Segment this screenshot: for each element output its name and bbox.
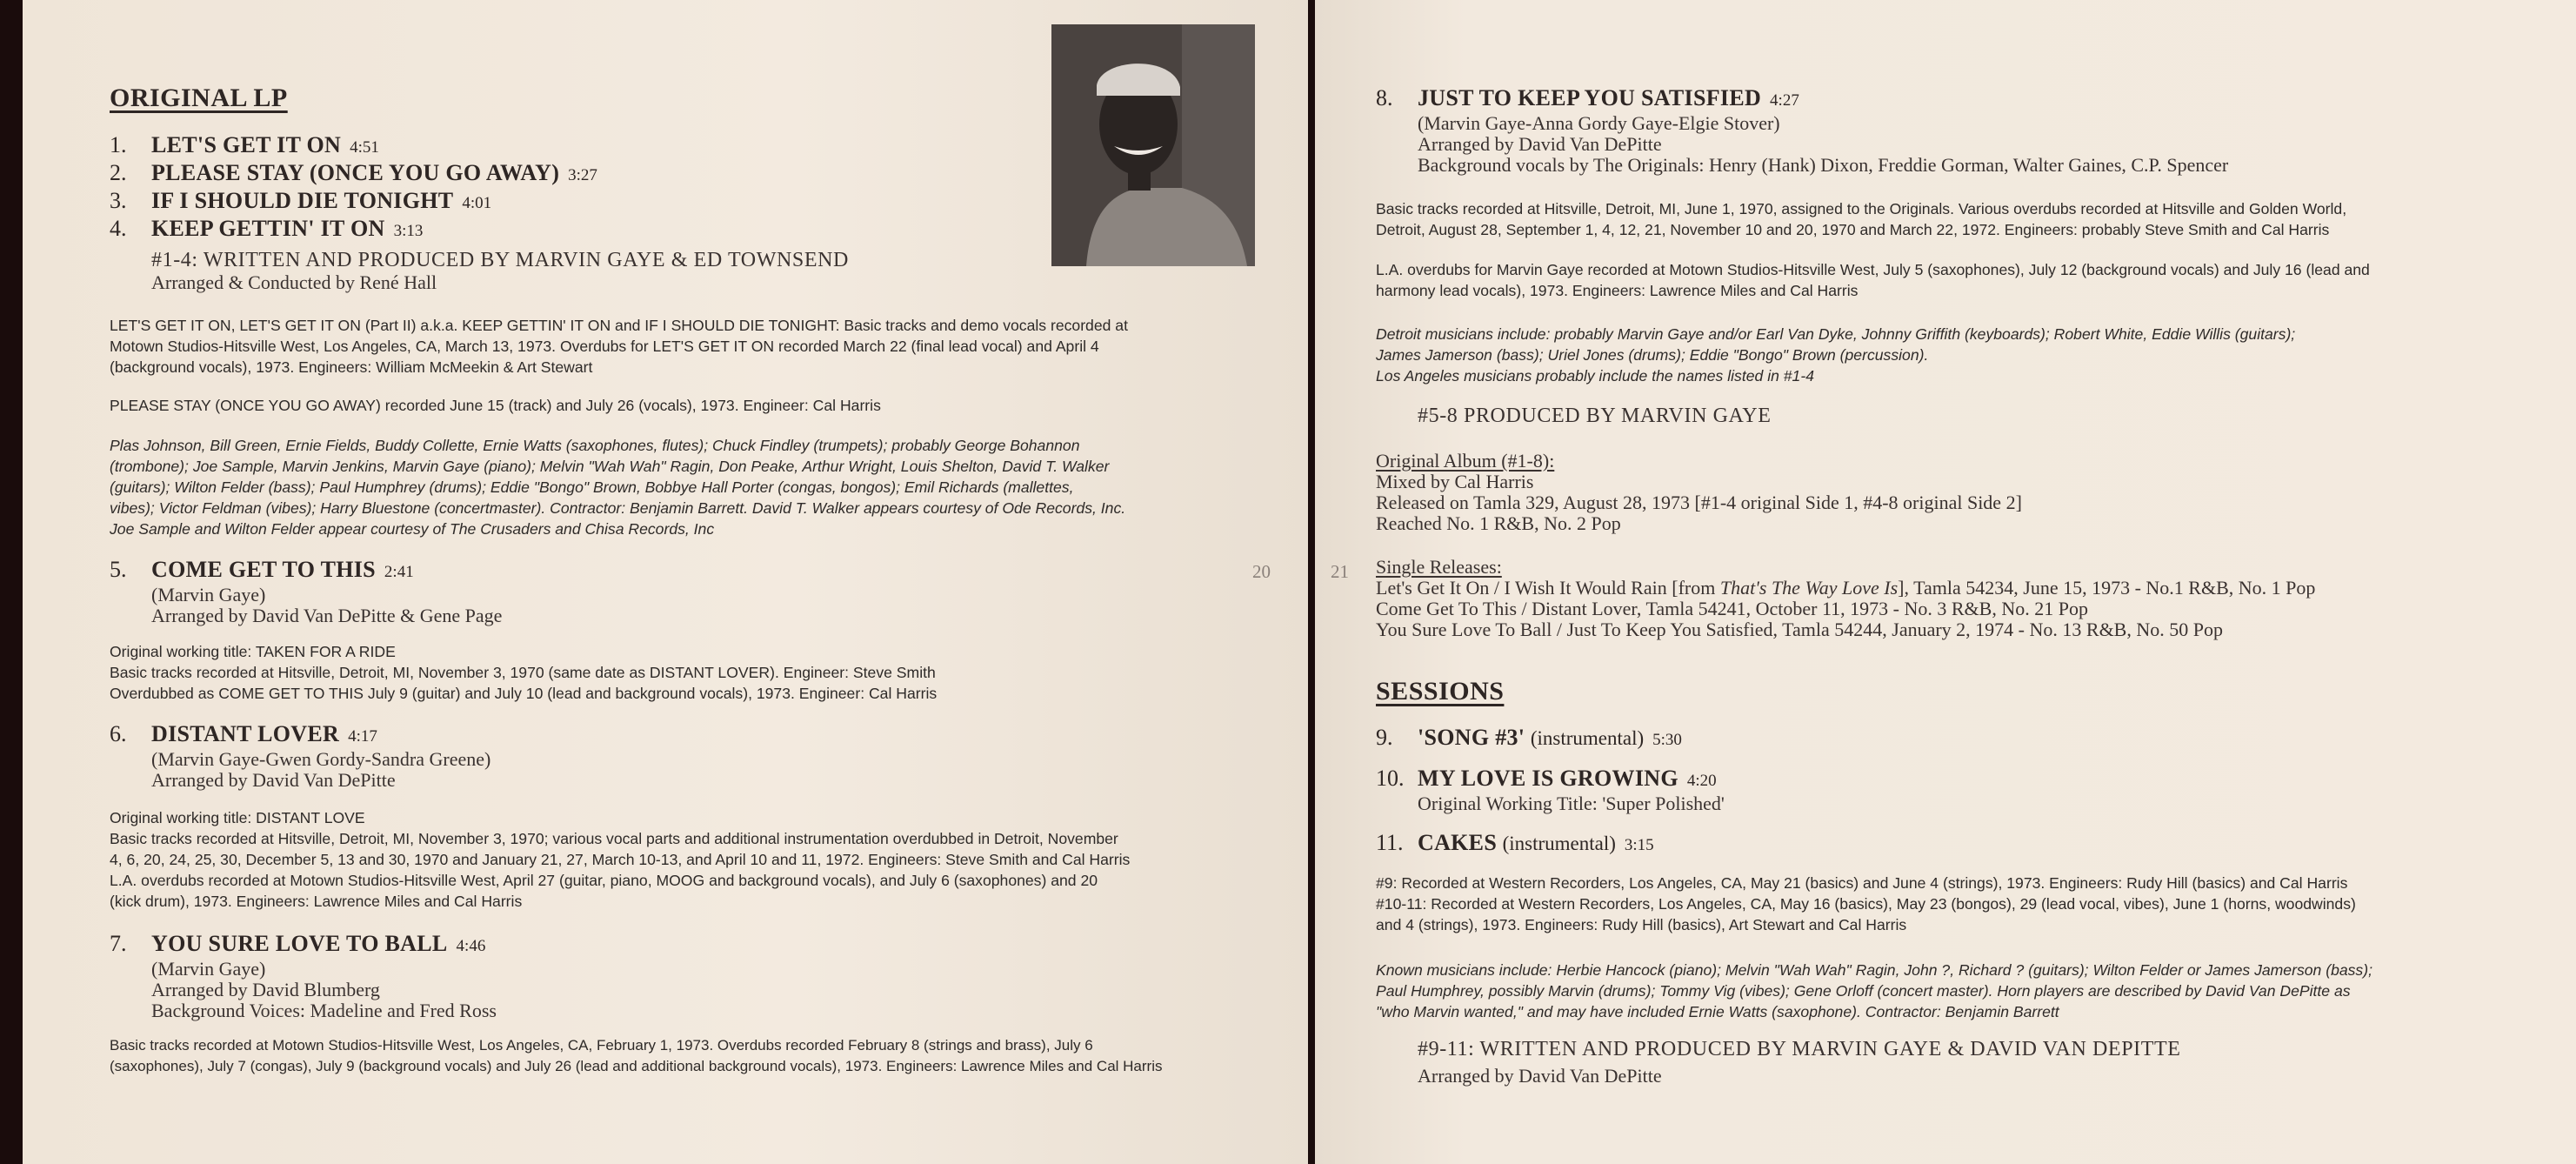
track-credit: (Marvin Gaye-Gwen Gordy-Sandra Greene) (151, 748, 491, 770)
note-line: "who Marvin wanted," and may have included Ernie Watts (saxophone). Contractor: Benjamin Barrett (1376, 1003, 2059, 1020)
note-line: (kick drum), 1973. Engineers: Lawrence Miles and Cal Harris (110, 893, 523, 910)
note-line: Detroit, August 28, September 1, 4, 12, 21, November 10 and 20, 1970 and March 22, 1972. Engineers: probably Steve Smith and Cal Harris (1376, 221, 2330, 238)
note-lets-get-it-on (110, 315, 1128, 378)
track-11 (1376, 830, 1654, 858)
track-row (1376, 85, 2228, 113)
track-duration: 4:51 (350, 138, 379, 157)
track-number: 4. (110, 216, 127, 241)
note-tracks-9-11 (1376, 873, 2356, 935)
note-line: Los Angeles musicians probably include the names listed in #1-4 (1376, 367, 1814, 385)
produced-5-8: #5-8 PRODUCED BY MARVIN GAYE (1418, 405, 1772, 427)
note-line: Plas Johnson, Bill Green, Ernie Fields, Buddy Collette, Ernie Watts (saxophones, flutes); Chuck Findley (trumpets); probably George Bohannon (110, 437, 1080, 454)
track-duration: 4:01 (462, 194, 492, 212)
track-note: (instrumental) (1502, 833, 1616, 854)
track-duration: 4:46 (456, 937, 486, 955)
track-row (110, 216, 597, 244)
note-line: Original working title: DISTANT LOVE (110, 809, 365, 826)
note-line: and 4 (strings), 1973. Engineers: Rudy Hill (basics), Art Stewart and Cal Harris (1376, 916, 1907, 933)
track-credit: Arranged by David Van DePitte (1418, 133, 1662, 155)
track-title: CAKES (1418, 830, 1498, 855)
page-number-right: 21 (1331, 561, 1349, 582)
track-duration: 3:13 (393, 222, 424, 240)
note-line: L.A. overdubs for Marvin Gaye recorded at Motown Studios-Hitsville West, July 5 (saxophones), July 12 (background vocals) and July 16 (lead and (1376, 261, 2370, 278)
track-row (110, 188, 597, 216)
note-line: 4, 6, 20, 24, 25, 30, December 5, 13 and 30, 1970 and January 21, 27, March 10-13, and April 10 and 11, 1972. Engineers: Steve Smith and Cal Harris (110, 851, 1131, 868)
note-line: LET'S GET IT ON, LET'S GET IT ON (Part II) a.k.a. KEEP GETTIN' IT ON and IF I SHOULD DIE TONIGHT: Basic tracks and demo vocals recorded at (110, 317, 1128, 334)
track-title: KEEP GETTIN' IT ON (151, 216, 385, 241)
track-number: 2. (110, 160, 127, 185)
single-release-line: You Sure Love To Ball / Just To Keep You Satisfied, Tamla 54244, January 2, 1974 - No. 13 R&B, No. 50 Pop (1376, 619, 2223, 640)
note-line: Basic tracks recorded at Motown Studios-Hitsville West, Los Angeles, CA, February 1, 1973. Overdubs recorded February 8 (strings and brass), July 6 (110, 1037, 1093, 1054)
written-produced-1-4: #1-4: WRITTEN AND PRODUCED BY MARVIN GAYE & ED TOWNSEND (151, 249, 849, 271)
note-line: Joe Sample and Wilton Felder appear courtesy of The Crusaders and Chisa Records, Inc (110, 520, 715, 538)
note-line: James Jamerson (bass); Uriel Jones (drums); Eddie "Bongo" Brown (percussion). (1376, 346, 1929, 364)
track-credit: (Marvin Gaye) (151, 584, 266, 605)
track-credit: Arranged by David Van DePitte (151, 769, 396, 791)
right-page (1315, 0, 2576, 1164)
track-title: MY LOVE IS GROWING (1418, 766, 1678, 791)
portrait-photo (1051, 24, 1255, 266)
track-7 (110, 931, 497, 1021)
track-row (1376, 766, 1725, 793)
track-title: LET'S GET IT ON (151, 132, 342, 157)
note-track-8-musicians (1376, 324, 2295, 386)
track-10 (1376, 766, 1725, 814)
single-text: Let's Get It On / I Wish It Would Rain [from (1376, 577, 1720, 599)
original-album-info (1376, 451, 2022, 534)
track-title: JUST TO KEEP YOU SATISFIED (1418, 85, 1762, 110)
track-title: IF I SHOULD DIE TONIGHT (151, 188, 454, 213)
note-line: #10-11: Recorded at Western Recorders, Los Angeles, CA, May 16 (basics), May 23 (bongos), 29 (lead vocal, vibes), June 1 (horns, woodwinds) (1376, 895, 2356, 913)
note-line: vibes); Victor Feldman (vibes); Harry Bluestone (concertmaster). Contractor: Benjamin Barrett. David T. Walker appears courtesy of Ode Records, Inc. (110, 499, 1126, 517)
info-line: Reached No. 1 R&B, No. 2 Pop (1376, 512, 1621, 534)
track-title: 'SONG #3' (1418, 725, 1525, 750)
info-line: Released on Tamla 329, August 28, 1973 [#1-4 original Side 1, #4-8 original Side 2] (1376, 492, 2022, 513)
note-track-6 (110, 807, 1130, 912)
track-title: DISTANT LOVER (151, 721, 340, 746)
section-title-original-lp: ORIGINAL LP (110, 84, 288, 112)
track-number: 10. (1376, 766, 1405, 791)
single-album-title: That's The Way Love Is (1719, 577, 1899, 599)
track-row (110, 160, 597, 188)
note-line: (guitars); Wilton Felder (bass); Paul Humphrey (drums); Eddie "Bongo" Brown, Bobbye Hall Porter (congas, bongos); Emil Richards (mallettes, (110, 478, 1074, 496)
track-row (110, 931, 497, 959)
single-releases-label: Single Releases: (1376, 556, 1502, 578)
note-track-8-detroit (1376, 198, 2346, 240)
left-page (23, 0, 1308, 1164)
info-line: Mixed by Cal Harris (1376, 471, 1534, 492)
single-release-line: Come Get To This / Distant Lover, Tamla 54241, October 11, 1973 - No. 3 R&B, No. 21 Pop (1376, 598, 2088, 619)
track-number: 9. (1376, 725, 1393, 750)
track-number: 1. (110, 132, 127, 157)
track-number: 11. (1376, 830, 1404, 855)
track-credit: Background Voices: Madeline and Fred Ross (151, 1000, 497, 1021)
track-6 (110, 721, 491, 791)
note-line: Overdubbed as COME GET TO THIS July 9 (guitar) and July 10 (lead and background vocals), 1973. Engineer: Cal Harris (110, 685, 938, 702)
note-known-musicians (1376, 960, 2372, 1022)
track-number: 7. (110, 931, 127, 956)
note-line: (background vocals), 1973. Engineers: William McMeekin & Art Stewart (110, 358, 593, 376)
track-title: YOU SURE LOVE TO BALL (151, 931, 448, 956)
note-line: Basic tracks recorded at Hitsville, Detroit, MI, November 3, 1970 (same date as DISTANT LOVER). Engineer: Steve Smith (110, 664, 936, 681)
single-releases-info (1376, 557, 2315, 640)
arranged-9-11: Arranged by David Van DePitte (1418, 1065, 1662, 1087)
single-text: ], Tamla 54234, June 15, 1973 - No.1 R&B, No. 1 Pop (1898, 577, 2316, 599)
note-line: Paul Humphrey, possibly Marvin (drums); Tommy Vig (vibes); Gene Orloff (concert master). Horn players are described by David Van DePitte as (1376, 982, 2351, 1000)
note-line: Motown Studios-Hitsville West, Los Angeles, CA, March 13, 1973. Overdubs for LET'S GET IT ON recorded March 22 (final lead vocal) and April 4 (110, 338, 1099, 355)
track-duration: 4:27 (1770, 91, 1799, 110)
track-title: PLEASE STAY (ONCE YOU GO AWAY) (151, 160, 560, 185)
note-line: (trombone); Joe Sample, Marvin Jenkins, Marvin Gaye (piano); Melvin "Wah Wah" Ragin, Don Peake, Arthur Wright, Louis Shelton, David T. Walker (110, 458, 1110, 475)
note-track-8-la (1376, 259, 2370, 301)
track-number: 5. (110, 557, 127, 582)
track-credit: Arranged by David Blumberg (151, 979, 380, 1000)
track-duration: 2:41 (384, 563, 414, 581)
track-credit: Arranged by David Van DePitte & Gene Page (151, 605, 503, 626)
track-duration: 3:15 (1624, 836, 1654, 854)
track-credit: (Marvin Gaye-Anna Gordy Gaye-Elgie Stover) (1418, 112, 1780, 134)
track-duration: 3:27 (568, 166, 597, 184)
track-number: 8. (1376, 85, 1393, 110)
track-list-1-4 (110, 132, 597, 244)
track-number: 6. (110, 721, 127, 746)
note-line: (saxophones), July 7 (congas), July 9 (background vocals) and July 26 (lead and additional background vocals), 1973. Engineers: Lawrence Miles and Cal Harris (110, 1058, 1163, 1074)
note-line: harmony lead vocals), 1973. Engineers: Lawrence Miles and Cal Harris (1376, 282, 1859, 299)
track-duration: 4:20 (1686, 772, 1717, 790)
track-number: 3. (110, 188, 127, 213)
track-8 (1376, 85, 2228, 176)
track-5 (110, 557, 502, 626)
section-title-sessions: SESSIONS (1376, 677, 1505, 706)
note-track-7 (110, 1035, 1163, 1077)
portrait-photo-icon (1051, 24, 1255, 266)
original-album-label: Original Album (#1-8): (1376, 450, 1555, 472)
written-produced-9-11: #9-11: WRITTEN AND PRODUCED BY MARVIN GAYE & DAVID VAN DEPITTE (1418, 1038, 2181, 1060)
track-title: COME GET TO THIS (151, 557, 376, 582)
track-note: (instrumental) (1530, 727, 1645, 749)
track-duration: 4:17 (348, 727, 377, 746)
note-line: Original working title: TAKEN FOR A RIDE (110, 643, 396, 660)
note-line: Known musicians include: Herbie Hancock (piano); Melvin "Wah Wah" Ragin, John ?, Richard ? (guitars); Wilton Felder or James Jamerson (bass); (1376, 961, 2372, 979)
note-track-5 (110, 641, 937, 704)
note-musicians-1-4 (110, 435, 1125, 539)
track-9 (1376, 725, 1682, 753)
page-number-left: 20 (1252, 561, 1271, 582)
track-credit: Original Working Title: 'Super Polished' (1418, 793, 1725, 814)
note-line: Basic tracks recorded at Hitsville, Detroit, MI, June 1, 1970, assigned to the Originals. Various overdubs recorded at Hitsville and Golden World, (1376, 200, 2347, 217)
track-duration: 5:30 (1652, 731, 1682, 749)
note-line: #9: Recorded at Western Recorders, Los Angeles, CA, May 21 (basics) and June 4 (strings), 1973. Engineers: Rudy Hill (basics) and Cal Harris (1376, 874, 2348, 892)
note-line: Basic tracks recorded at Hitsville, Detroit, MI, November 3, 1970; various vocal parts and additional instrumentation overdubbed in Detroit, November (110, 830, 1118, 847)
single-release-line (1376, 578, 2315, 599)
track-credit: (Marvin Gaye) (151, 958, 266, 980)
track-credit: Background vocals by The Originals: Henry (Hank) Dixon, Freddie Gorman, Walter Gaines, C.P. Spencer (1418, 154, 2229, 176)
track-row (110, 721, 491, 749)
track-row (110, 132, 597, 160)
note-please-stay: PLEASE STAY (ONCE YOU GO AWAY) recorded June 15 (track) and July 26 (vocals), 1973. Engineer: Cal Harris (110, 397, 881, 414)
note-line: Detroit musicians include: probably Marvin Gaye and/or Earl Van Dyke, Johnny Griffith (keyboards); Robert White, Eddie Willis (guitars); (1376, 325, 2296, 343)
arranged-1-4: Arranged & Conducted by René Hall (151, 271, 437, 293)
note-line: L.A. overdubs recorded at Motown Studios-Hitsville West, April 27 (guitar, piano, MOOG and background vocals), and July 6 (saxophones) and 20 (110, 872, 1098, 889)
track-row (110, 557, 502, 585)
